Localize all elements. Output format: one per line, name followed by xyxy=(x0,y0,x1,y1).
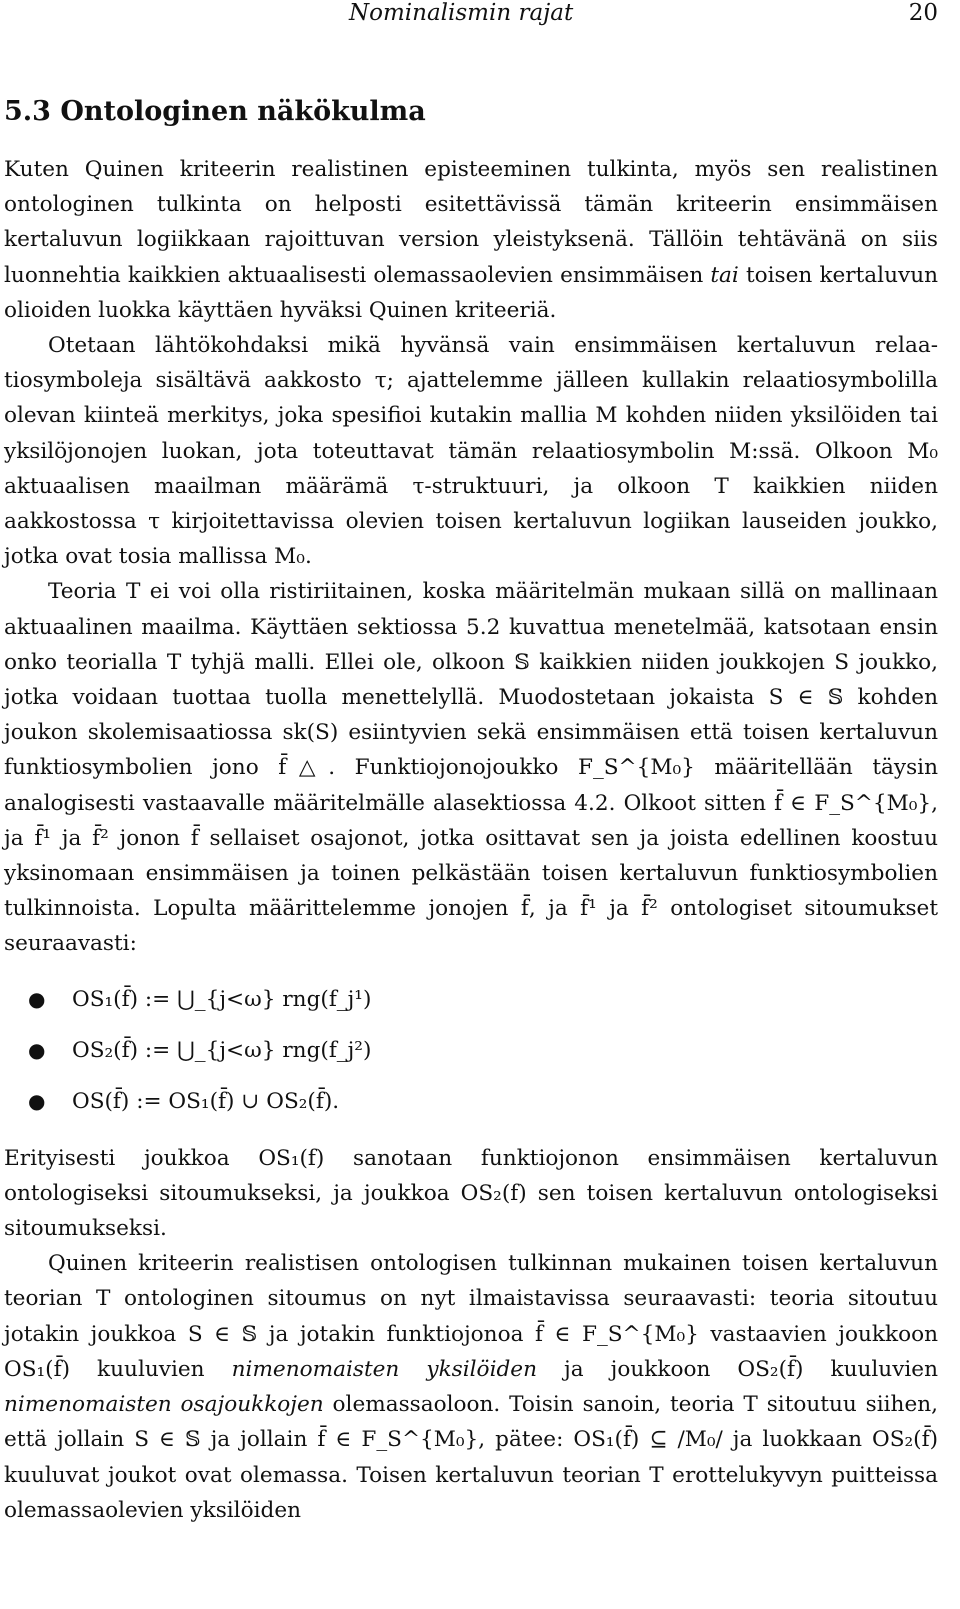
bullet-icon: ● xyxy=(28,1088,46,1113)
running-title: Nominalismin rajat xyxy=(349,0,574,26)
paragraph-terminology: Erityisesti joukkoa OS₁(f) sanotaan funktiojonon ensimmäisen kertaluvun ontologiseksi sitoumukseksi, ja joukkoa OS₂(f) sen toisen kertaluvun ontologiseksi sitoumukseksi. xyxy=(4,1145,938,1242)
paragraph-method: Teoria T ei voi olla ristiriitainen, koska määritelmän mukaan sillä on mallinaan aktuaalinen maailma. Käyttäen sektiossa 5.2 kuvattua menetelmää, katsotaan ensin onko teorialla T tyhjä malli. Ellei ole, olkoon 𝕊 kaikkien niiden joukkojen S joukko, jotka voidaan tuottaa tuolla menettelyllä. Muodostetaan jokaista S ∈ 𝕊 kohden joukon skolemisaatiossa sk(S) esiintyvien sekä ensimmäisen että toisen kertaluvun funktiosymbolien jono f̄△. Funktiojonojoukko F_S^{M₀} määritellään täysin analogisesti vastaavalle määritelmälle alasektiossa 4.2. Olkoot sitten f̄ ∈ F_S^{M₀}, ja f̄¹ ja f̄² jonon f̄ sellaiset osajonot, jotka osittavat sen ja joista edellinen koostuu yksinomaan ensimmäisen ja toinen pelkästään toisen kertaluvun funktiosymbolien tulkinnoista. Lopulta määrittelemme jonojen f̄, ja f̄¹ ja f̄² ontologiset sitoumukset seuraavasti: xyxy=(4,579,938,957)
paragraph-intro xyxy=(4,152,938,328)
section-heading: 5.3 Ontologinen näkökulma xyxy=(4,96,426,127)
bullet-icon: ● xyxy=(28,986,46,1011)
paragraph-text: toisen kertaluvun olioiden luokka käyttäen hyväksi Quinen kriteeriä. xyxy=(4,262,939,323)
body-text xyxy=(4,152,938,1528)
paragraph-text: ja joukkoon OS₂(f̄) kuuluvien xyxy=(536,1356,938,1382)
definition-list xyxy=(4,974,938,1127)
emphasis-text: nimenomaisten osajoukkojen xyxy=(4,1392,324,1418)
page-number: 20 xyxy=(908,0,938,26)
paragraph-text: Quinen kriteerin realistisen ontologisen tulkinnan mukainen toisen kertaluvun teorian T ontologinen sitoumus on nyt ilmaistavissa seuraavasti: teoria sitoutuu jotakin joukkoa S ∈ 𝕊 ja jotakin funktiojonoa f̄ ∈ F_S^{M₀} vastaavien joukkoon OS₁(f̄) kuuluvien xyxy=(4,1251,938,1382)
definition-formula: OS₁(f̄) := ⋃_{j<ω} rng(f_j¹) xyxy=(72,986,372,1012)
definition-item xyxy=(4,974,938,1025)
emphasis-text: nimenomaisten yksilöiden xyxy=(231,1356,537,1382)
paragraph-text: olemassaoloon. Toisin sanoin, teoria T sitoutuu siihen, että jollain S ∈ 𝕊 ja jollain f̄ ∈ F_S^{M₀}, pätee: OS₁(f̄) ⊆ /M₀/ ja luokkaan OS₂(f̄) kuuluvat joukot ovat olemassa. Toisen kertaluvun teorian T erottelukyvyn puitteissa olemassaolevien yksilöiden xyxy=(4,1392,939,1523)
definition-formula: OS(f̄) := OS₁(f̄) ∪ OS₂(f̄). xyxy=(72,1088,340,1114)
emphasis-text: tai xyxy=(710,262,739,288)
paragraph-text: Kuten Quinen kriteerin realistinen episteeminen tulkinta, myös sen realistinen ontologinen tulkinta on helposti esitettävissä tämän kriteerin ensimmäisen kertaluvun logiikkaan rajoittuvan version yleistyksenä. Tällöin tehtävänä on siis luonnehtia kaikkien aktuaalisesti olemassaolevien ensimmäisen xyxy=(4,157,938,288)
paragraph-commitment xyxy=(4,1246,938,1528)
running-header xyxy=(4,0,938,34)
definition-item xyxy=(4,1025,938,1076)
bullet-icon: ● xyxy=(28,1037,46,1062)
paragraph-setup: Otetaan lähtökohdaksi mikä hyvänsä vain ensimmäisen kertaluvun relaatiosymboleja sisältävä aakkosto τ; ajattelemme jälleen kullakin relaatiosymbolilla olevan kiinteä merkitys, joka spesifioi kutakin mallia M kohden niiden yksilöiden tai yksilöjonojen luokan, jota toteuttavat tämän relaatiosymbolin M:ssä. Olkoon M₀ aktuaalisen maailman määrämä τ-struktuuri, ja olkoon T kaikkien niiden aakkostossa τ kirjoitettavissa olevien toisen kertaluvun logiikan lauseiden joukko, jotka ovat tosia mallissa M₀. xyxy=(4,333,938,570)
definition-formula: OS₂(f̄) := ⋃_{j<ω} rng(f_j²) xyxy=(72,1037,372,1063)
definition-item xyxy=(4,1076,938,1127)
